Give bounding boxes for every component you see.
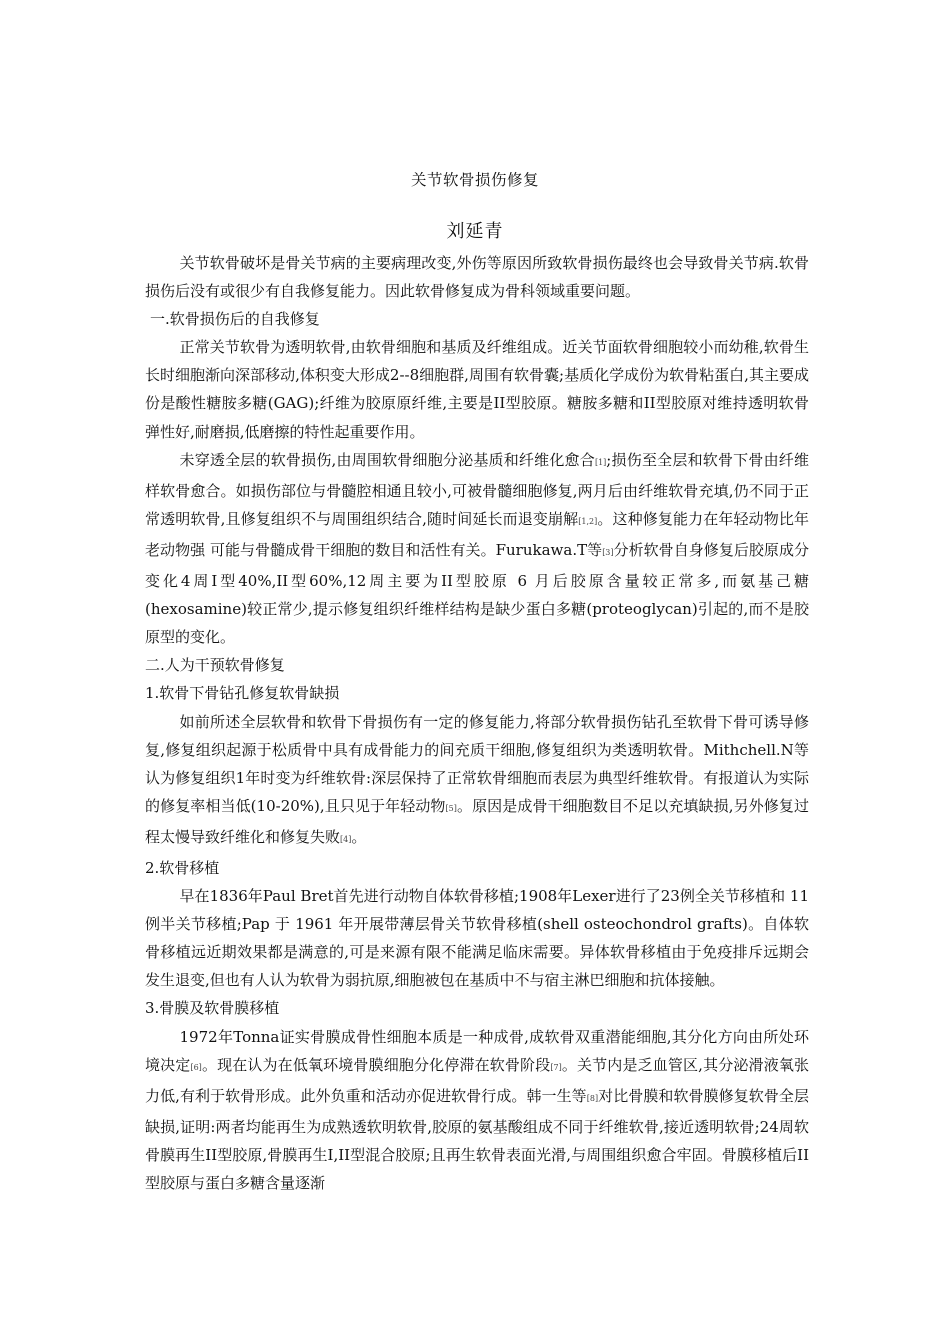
text-run: 。现在认为在低氧环境骨膜细胞分化停滞在软骨阶段 [201, 1055, 551, 1074]
citation-ref[interactable]: [5] [445, 803, 457, 813]
citation-ref[interactable]: [4] [340, 834, 352, 844]
text-run: 如前所述全层软骨和软骨下骨损伤有一定的修复能力,将部分软骨损伤钻孔至软骨下骨可诱导修复,修复组织起源于松质骨中具有成骨能力的间充质干细胞,修复组织为类透明软骨。Mithchell.N等认为修复组织1年时变为纤维软骨:深层保持了正常软骨细胞而表层为典型纤维软骨。有报道认为实际的修复率相当低(10-20%),且只见于年轻动物 [145, 712, 809, 815]
section-2-heading: 二.人为干预软骨修复 [145, 656, 285, 675]
citation-ref[interactable]: [8] [586, 1093, 599, 1103]
subsection-2-paragraph: 早在1836年Paul Bret首先进行动物自体软骨移植;1908年Lexer进行了23例全关节移植和 11 例半关节移植;Pap 于 1961 年开展带薄层骨关节软骨移植(shell osteochondrol grafts)。自体软骨移植远近期效果都是满意的,可是来源有限不能满足临床需要。异体软骨移植由于免疫排斥远期会发生退变,但也有人认为软骨为弱抗原,细胞被包在基质中不与宿主淋巴细胞和抗体接触。 [145, 887, 809, 990]
section-1-paragraph-1: 正常关节软骨为透明软骨,由软骨细胞和基质及纤维组成。近关节面软骨细胞较小而幼稚,软骨生长时细胞渐向深部移动,体积变大形成2--8细胞群,周围有软骨囊;基质化学成份为软骨粘蛋白,其主要成份是酸性糖胺多糖(GAG);纤维为胶原原纤维,主要是II型胶原。糖胺多糖和II型胶原对维持透明软骨弹性好,耐磨损,低磨擦的特性起重要作用。 [145, 338, 809, 441]
subsection-1-paragraph [145, 708, 809, 854]
citation-ref[interactable]: [6] [190, 1062, 202, 1072]
author-name: 刘延青 [446, 221, 504, 242]
document-title: 关节软骨损伤修复 [410, 171, 539, 189]
document-body [145, 249, 809, 1197]
subsection-3-paragraph [145, 1023, 809, 1198]
section-1-paragraph-2 [145, 446, 809, 652]
section-1-heading: 一.软骨损伤后的自我修复 [150, 310, 320, 329]
text-run: ;损伤至全层和软骨下骨由纤维样软骨愈合。如损伤部位与骨髓腔相通且较小,可被骨髓细胞修复,两月后由纤维软骨充填,仍不同于正常透明软骨,且修复组织不与周围组织结合,随时间延长而退变崩解 [145, 450, 809, 528]
citation-ref[interactable]: [3] [602, 547, 614, 557]
text-run: 分析软骨自身修复后胶原成分变化4周I型40%,II型60%,12周主要为II型胶原 6 月后胶原含量较正常多,而氨基己糖(hexosamine)较正常少,提示修复组织纤维样结构是缺少蛋白多糖(proteoglycan)引起的,而不是胶原型的变化。 [145, 540, 809, 647]
citation-ref[interactable]: [7] [550, 1062, 562, 1072]
text-run: 。这种修复能力在年轻动物比年老动物强 可能与骨髓成骨干细胞的数目和活性有关。Furukawa.T等 [145, 509, 809, 559]
subsection-1-heading: 1.软骨下骨钻孔修复软骨缺损 [145, 684, 340, 703]
text-run: 。 [351, 827, 367, 846]
text-run: 。原因是成骨干细胞数目不足以充填缺损,另外修复过程太慢导致纤维化和修复失败 [145, 796, 809, 846]
text-run: 1972年Tonna证实骨膜成骨性细胞本质是一种成骨,成软骨双重潜能细胞,其分化方向由所处环境决定 [145, 1027, 809, 1074]
subsection-2-heading: 2.软骨移植 [145, 858, 220, 877]
citation-ref[interactable]: [1,2] [578, 516, 598, 526]
text-run: 对比骨膜和软骨膜修复软骨全层缺损,证明:两者均能再生为成熟透软明软骨,胶原的氨基酸组成不同于纤维软骨,接近透明软骨;24周软骨膜再生II型胶原,骨膜再生I,II型混合胶原;且再生软骨表面光滑,与周围组织愈合牢固。骨膜移植后II型胶原与蛋白多糖含量逐渐 [145, 1086, 809, 1192]
text-run: 未穿透全层的软骨损伤,由周围软骨细胞分泌基质和纤维化愈合 [179, 450, 595, 469]
intro-paragraph: 关节软骨破坏是骨关节病的主要病理改变,外伤等原因所致软骨损伤最终也会导致骨关节病.软骨损伤后没有或很少有自我修复能力。因此软骨修复成为骨科领域重要问题。 [145, 254, 809, 301]
subsection-3-heading: 3.骨膜及软骨膜移植 [145, 999, 280, 1018]
citation-ref[interactable]: [1] [594, 457, 607, 467]
text-run: 。关节内是乏血管区,其分泌滑液氧张力低,有利于软骨形成。此外负重和活动亦促进软骨行成。韩一生等 [145, 1055, 809, 1105]
